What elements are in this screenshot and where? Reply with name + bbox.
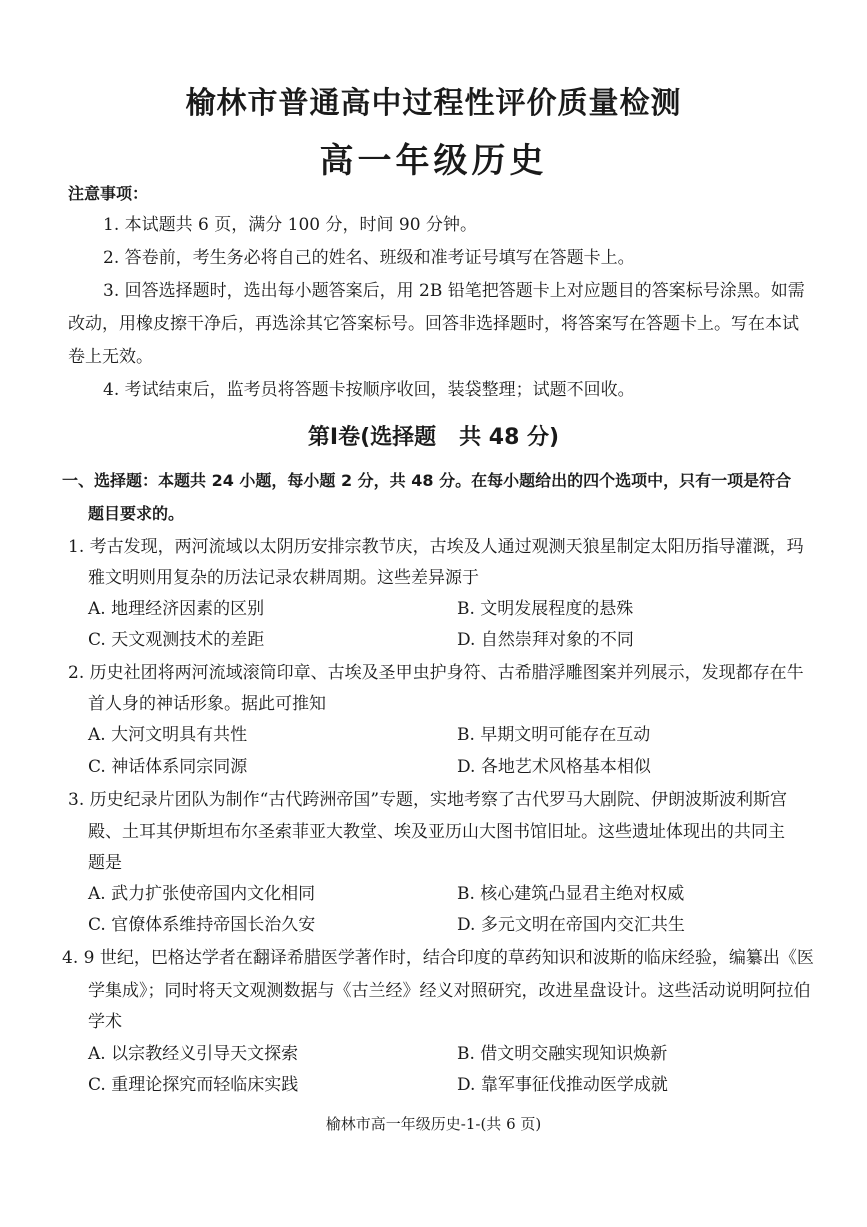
q3-option-a: A. 武力扩张使帝国内文化相同 [88, 884, 316, 904]
q1-stem-line-1: 1. 考古发现，两河流域以太阴历安排宗教节庆，古埃及人通过观测天狼星制定太阳历指导灌溉，玛 [68, 537, 804, 557]
q2-option-d: D. 各地艺术风格基本相似 [457, 757, 651, 777]
q3-stem-line-3: 题是 [88, 853, 122, 873]
q2-option-b: B. 早期文明可能存在互动 [457, 725, 651, 745]
section-instructions-line-2: 题目要求的。 [88, 504, 185, 523]
q2-stem-line-1: 2. 历史社团将两河流域滚筒印章、古埃及圣甲虫护身符、古希腊浮雕图案并列展示，发现都存在牛 [68, 663, 804, 683]
notice-item-4: 4. 考试结束后，监考员将答题卡按顺序收回，装袋整理；试题不回收。 [103, 380, 635, 400]
q4-stem-line-1: 4. 9 世纪，巴格达学者在翻译希腊医学著作时，结合印度的草药知识和波斯的临床经验，编纂出《医 [62, 948, 814, 968]
q4-option-a: A. 以宗教经义引导天文探索 [88, 1044, 299, 1064]
notice-item-3-line-2: 改动，用橡皮擦干净后，再选涂其它答案标号。回答非选择题时，将答案写在答题卡上。写在本试 [68, 314, 799, 334]
q4-option-c: C. 重理论探究而轻临床实践 [88, 1075, 299, 1095]
notice-item-1: 1. 本试题共 6 页，满分 100 分，时间 90 分钟。 [103, 215, 477, 235]
page-footer: 榆林市高一年级历史-1-(共 6 页) [325, 1115, 542, 1133]
exam-title: 榆林市普通高中过程性评价质量检测 [185, 86, 682, 121]
notice-heading: 注意事项： [68, 184, 149, 203]
q1-option-c: C. 天文观测技术的差距 [88, 630, 265, 650]
notice-item-3-line-1: 3. 回答选择题时，选出每小题答案后，用 2B 铅笔把答题卡上对应题目的答案标号涂黑。如需 [103, 281, 805, 301]
q3-stem-line-2: 殿、土耳其伊斯坦布尔圣索菲亚大教堂、埃及亚历山大图书馆旧址。这些遗址体现出的共同主 [88, 822, 785, 842]
q3-option-c: C. 官僚体系维持帝国长治久安 [88, 915, 316, 935]
section-title: 第Ⅰ卷(选择题 共 48 分) [307, 425, 560, 450]
q4-option-d: D. 靠军事征伐推动医学成就 [457, 1075, 668, 1095]
q2-option-a: A. 大河文明具有共性 [88, 725, 248, 745]
q1-option-b: B. 文明发展程度的悬殊 [457, 599, 634, 619]
q2-stem-line-2: 首人身的神话形象。据此可推知 [88, 694, 326, 714]
q1-option-d: D. 自然崇拜对象的不同 [457, 630, 634, 650]
q3-option-d: D. 多元文明在帝国内交汇共生 [457, 915, 685, 935]
q1-option-a: A. 地理经济因素的区别 [88, 599, 265, 619]
q2-option-c: C. 神话体系同宗同源 [88, 757, 248, 777]
notice-item-3-line-3: 卷上无效。 [68, 347, 153, 367]
q3-stem-line-1: 3. 历史纪录片团队为制作“古代跨洲帝国”专题，实地考察了古代罗马大剧院、伊朗波斯波利斯宫 [68, 790, 788, 810]
q4-option-b: B. 借文明交融实现知识焕新 [457, 1044, 668, 1064]
section-instructions-line-1: 一、选择题：本题共 24 小题，每小题 2 分，共 48 分。在每小题给出的四个选项中，只有一项是符合 [62, 471, 792, 490]
notice-item-2: 2. 答卷前，考生务必将自己的姓名、班级和准考证号填写在答题卡上。 [103, 248, 635, 268]
q3-option-b: B. 核心建筑凸显君主绝对权威 [457, 884, 685, 904]
q4-stem-line-2: 学集成》；同时将天文观测数据与《古兰经》经义对照研究，改进星盘设计。这些活动说明阿拉伯 [88, 981, 811, 1001]
exam-subject-title: 高一年级历史 [319, 141, 548, 181]
q1-stem-line-2: 雅文明则用复杂的历法记录农耕周期。这些差异源于 [88, 568, 479, 588]
q4-stem-line-3: 学术 [88, 1012, 122, 1032]
